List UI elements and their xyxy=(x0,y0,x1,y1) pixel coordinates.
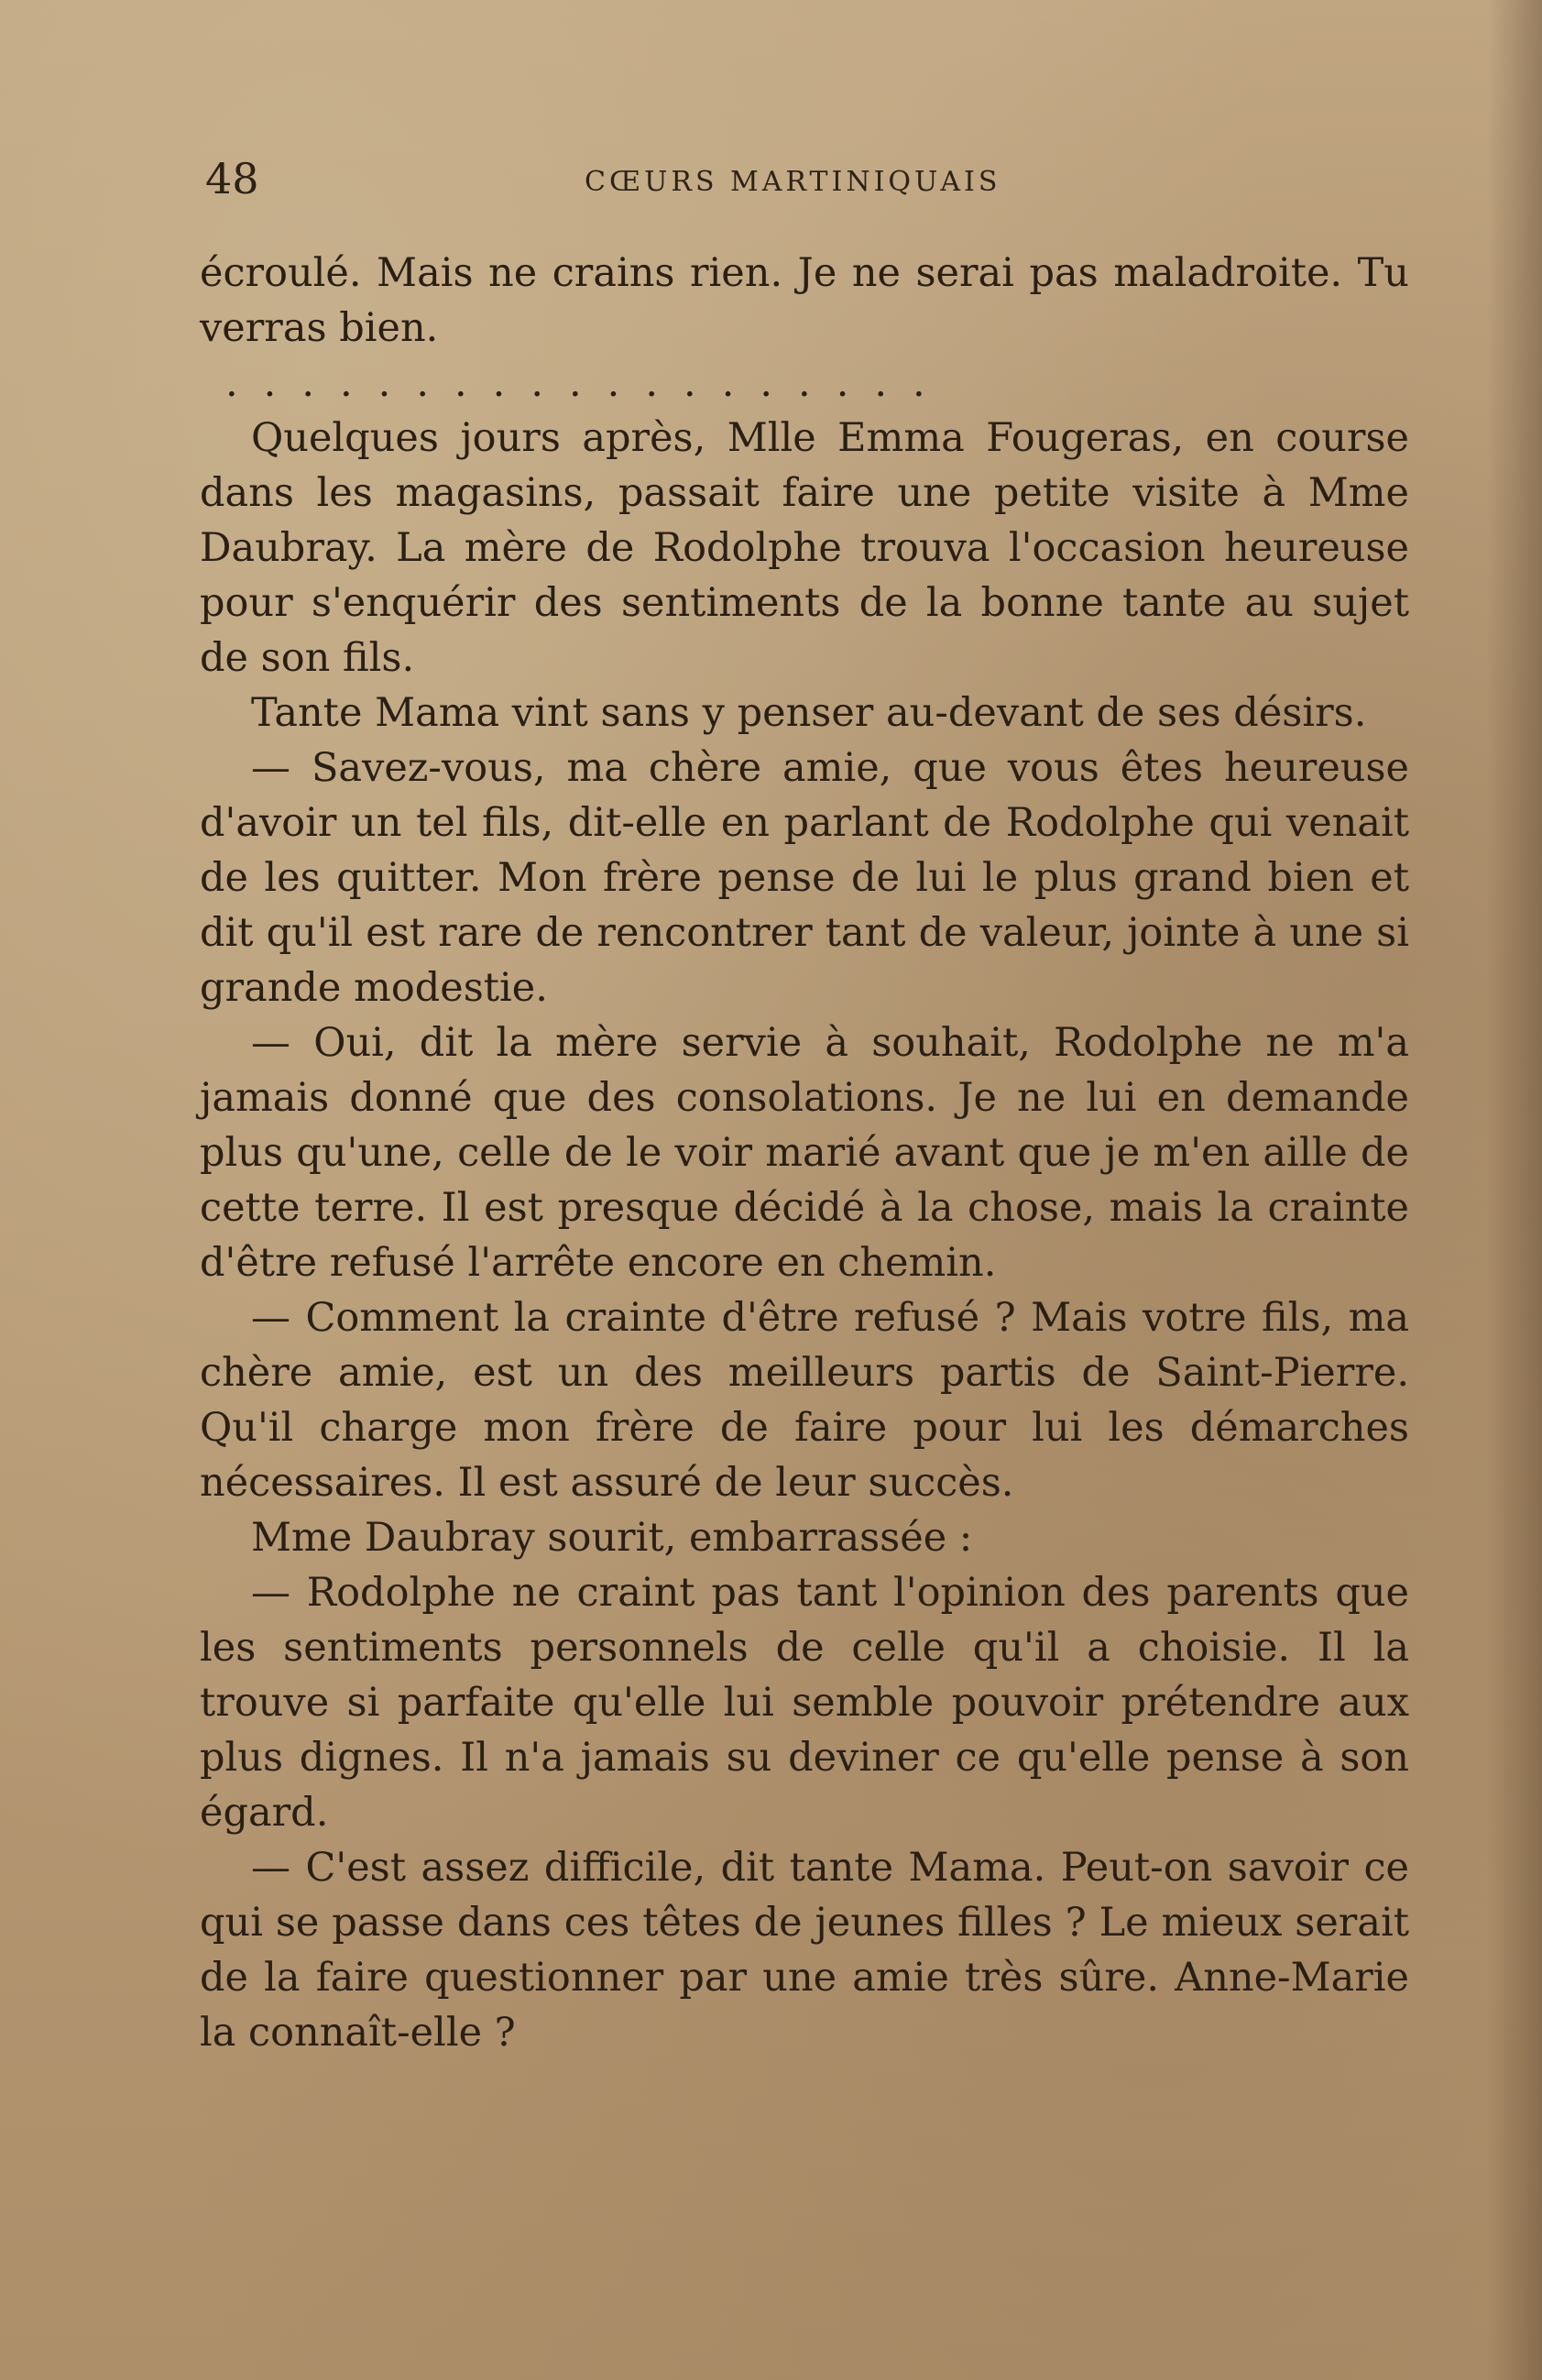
paragraph: Quelques jours après, Mlle Emma Fougeras, en course dans les magasins, passait faire une petite visite à Mme Daubray. La mère de Rodolphe trouva l'occasion heureuse pour s'enquérir des sentiments de la bonne tante au sujet de son fils. xyxy=(200,415,1409,681)
paragraph: — C'est assez difficile, dit tante Mama. Peut-on savoir ce qui se passe dans ces têtes de jeunes filles ? Le mieux serait de la faire questionner par une amie très sûre. Anne-Marie la connaît-elle ? xyxy=(200,1845,1409,2056)
page-body xyxy=(200,246,1409,2060)
running-title: CŒURS MARTINIQUAIS xyxy=(585,166,1001,198)
page-number: 48 xyxy=(205,154,259,203)
paragraph: écroulé. Mais ne crains rien. Je ne serai pas maladroite. Tu verras bien. xyxy=(200,250,1409,351)
page-header xyxy=(205,147,1415,211)
paragraph: — Comment la crainte d'être refusé ? Mais votre fils, ma chère amie, est un des meilleurs partis de Saint-Pierre. Qu'il charge mon frère de faire pour lui les démarches nécessaires. Il est assuré de leur succès. xyxy=(200,1295,1409,1506)
paragraph: Tante Mama vint sans y penser au-devant de ses désirs. xyxy=(251,690,1367,736)
section-separator: ................... xyxy=(225,360,951,406)
paragraph: — Rodolphe ne craint pas tant l'opinion des parents que les sentiments personnels de celle qu'il a choisie. Il la trouve si parfaite qu'elle lui semble pouvoir prétendre aux plus dignes. Il n'a jamais su deviner ce qu'elle pense à son égard. xyxy=(200,1570,1409,1836)
paragraph: — Savez-vous, ma chère amie, que vous êtes heureuse d'avoir un tel fils, dit-elle en parlant de Rodolphe qui venait de les quitter. Mon frère pense de lui le plus grand bien et dit qu'il est rare de rencontrer tant de valeur, jointe à une si grande modestie. xyxy=(200,745,1409,1011)
paragraph: — Oui, dit la mère servie à souhait, Rodolphe ne m'a jamais donné que des consolations. Je ne lui en demande plus qu'une, celle de le voir marié avant que je m'en aille de cette terre. Il est presque décidé à la chose, mais la crainte d'être refusé l'arrête encore en chemin. xyxy=(200,1020,1409,1286)
paragraph: Mme Daubray sourit, embarrassée : xyxy=(251,1515,973,1561)
